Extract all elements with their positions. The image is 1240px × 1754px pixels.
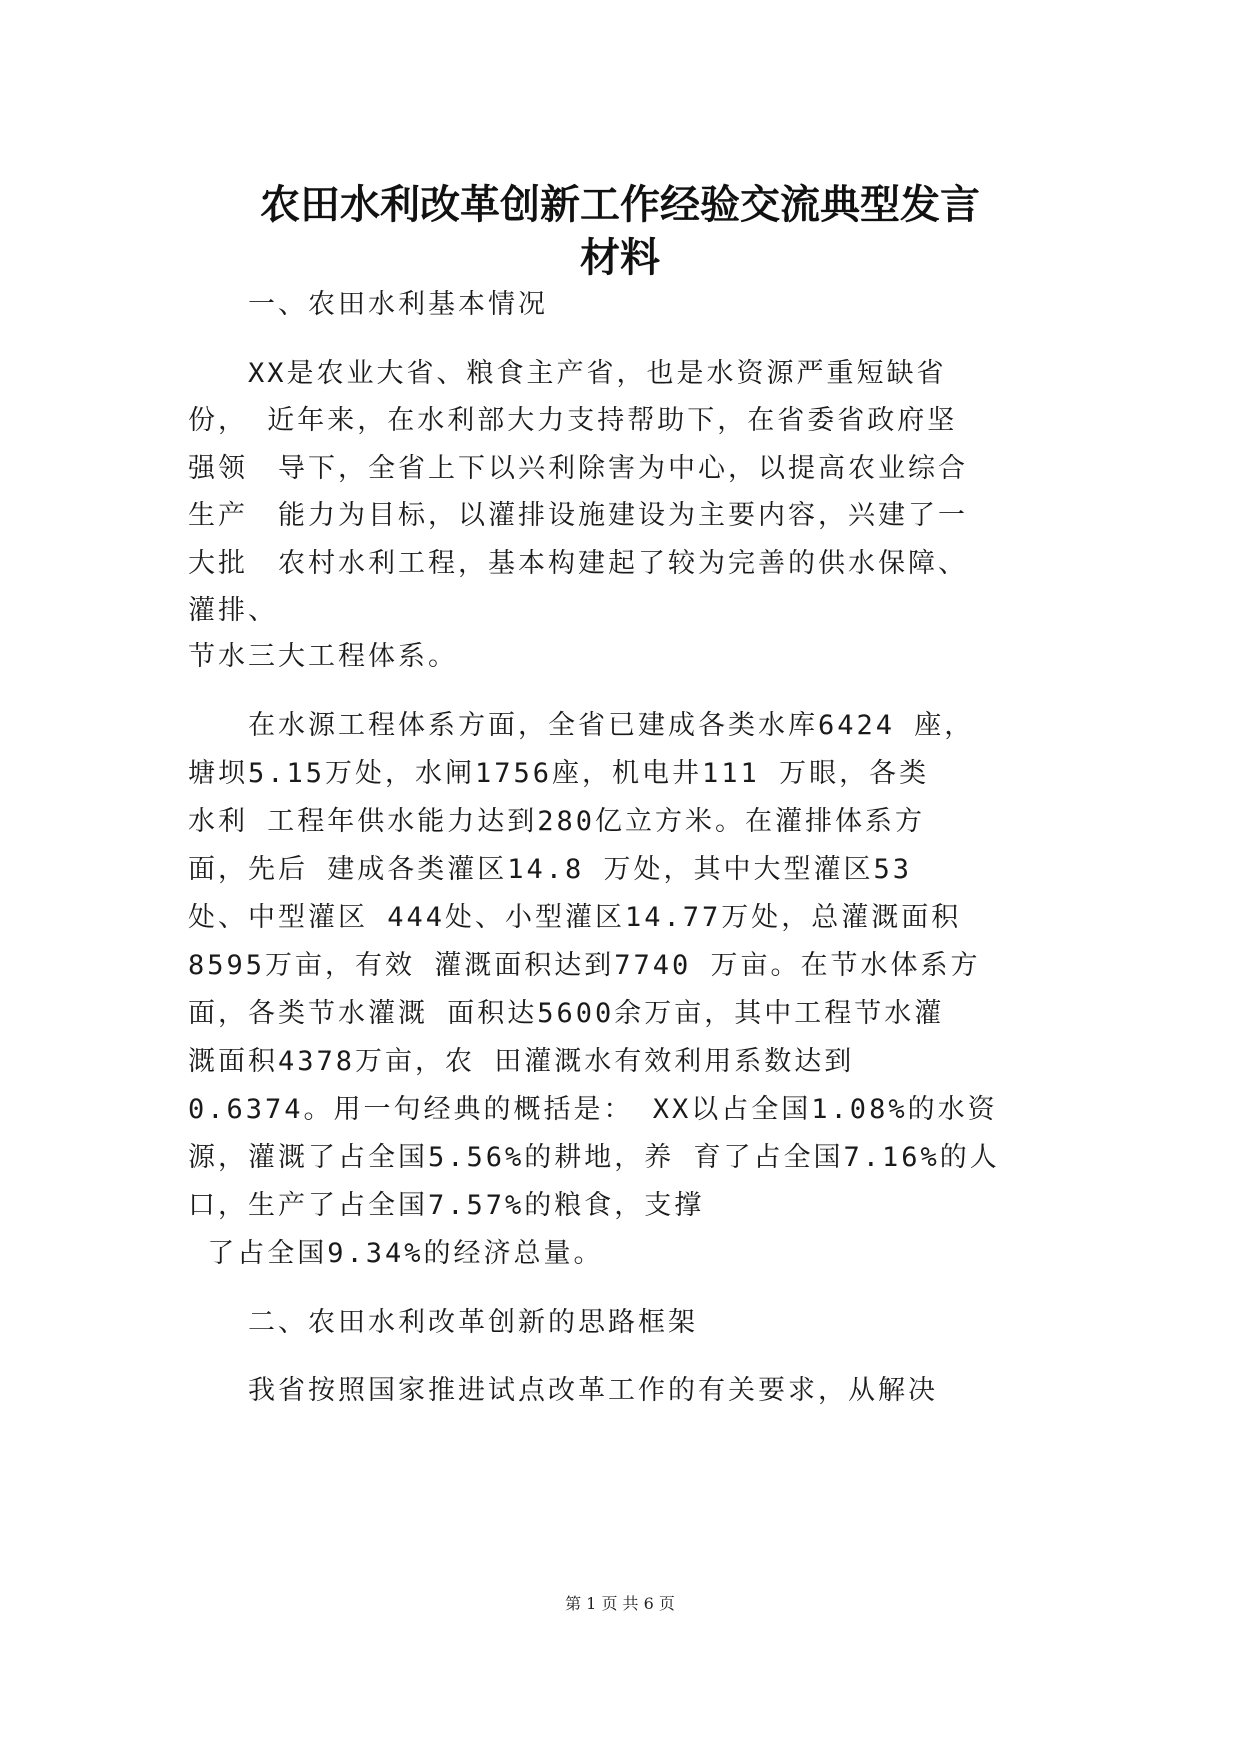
paragraph-2-line: 处、中型灌区 444处、小型灌区14.77万处，总灌溉面积 — [188, 902, 962, 933]
section-heading-1: 一、农田水利基本情况 — [188, 289, 548, 320]
page-number-footer: 第 1 页 共 6 页 — [565, 1594, 675, 1613]
paragraph-1-line: 生产 能力为目标，以灌排设施建设为主要内容，兴建了一 — [188, 500, 968, 531]
paragraph-1-line: 灌排、 — [188, 595, 278, 626]
paragraph-1-line: XX是农业大省、粮食主产省，也是水资源严重短缺省 — [188, 358, 947, 389]
paragraph-2-line: 口，生产了占全国7.57%的粮食，支撑 — [188, 1190, 705, 1221]
paragraph-3-line: 我省按照国家推进试点改革工作的有关要求，从解决 — [188, 1375, 938, 1406]
paragraph-2-line: 0.6374。用一句经典的概括是： XX以占全国1.08%的水资 — [188, 1094, 998, 1125]
paragraph-2-line: 溉面积4378万亩，农 田灌溉水有效利用系数达到 — [188, 1046, 855, 1077]
paragraph-1-line: 份， 近年来，在水利部大力支持帮助下，在省委省政府坚 — [188, 405, 958, 436]
paragraph-2-line: 塘坝5.15万处，水闸1756座，机电井111 万眼，各类 — [188, 758, 930, 789]
paragraph-2-line: 面，先后 建成各类灌区14.8 万处，其中大型灌区53 — [188, 854, 913, 885]
paragraph-1-line: 强领 导下，全省上下以兴利除害为中心，以提高农业综合 — [188, 453, 968, 484]
paragraph-2-line: 水利 工程年供水能力达到280亿立方米。在灌排体系方 — [188, 806, 926, 837]
paragraph-2-line: 在水源工程体系方面，全省已建成各类水库6424 座， — [188, 710, 975, 741]
paragraph-1-line: 大批 农村水利工程，基本构建起了较为完善的供水保障、 — [188, 548, 968, 579]
paragraph-2-line: 面，各类节水灌溉 面积达5600余万亩，其中工程节水灌 — [188, 998, 945, 1029]
section-heading-2: 二、农田水利改革创新的思路框架 — [188, 1307, 698, 1338]
document-title-line-2: 材料 — [580, 234, 660, 281]
paragraph-2-line: 8595万亩，有效 灌溉面积达到7740 万亩。在节水体系方 — [188, 950, 981, 981]
paragraph-1-line: 节水三大工程体系。 — [188, 641, 458, 672]
paragraph-2-line: 了占全国9.34%的经济总量。 — [188, 1238, 604, 1269]
document-title-line-1: 农田水利改革创新工作经验交流典型发言 — [260, 181, 980, 228]
paragraph-2-line: 源，灌溉了占全国5.56%的耕地，养 育了占全国7.16%的人 — [188, 1142, 1000, 1173]
